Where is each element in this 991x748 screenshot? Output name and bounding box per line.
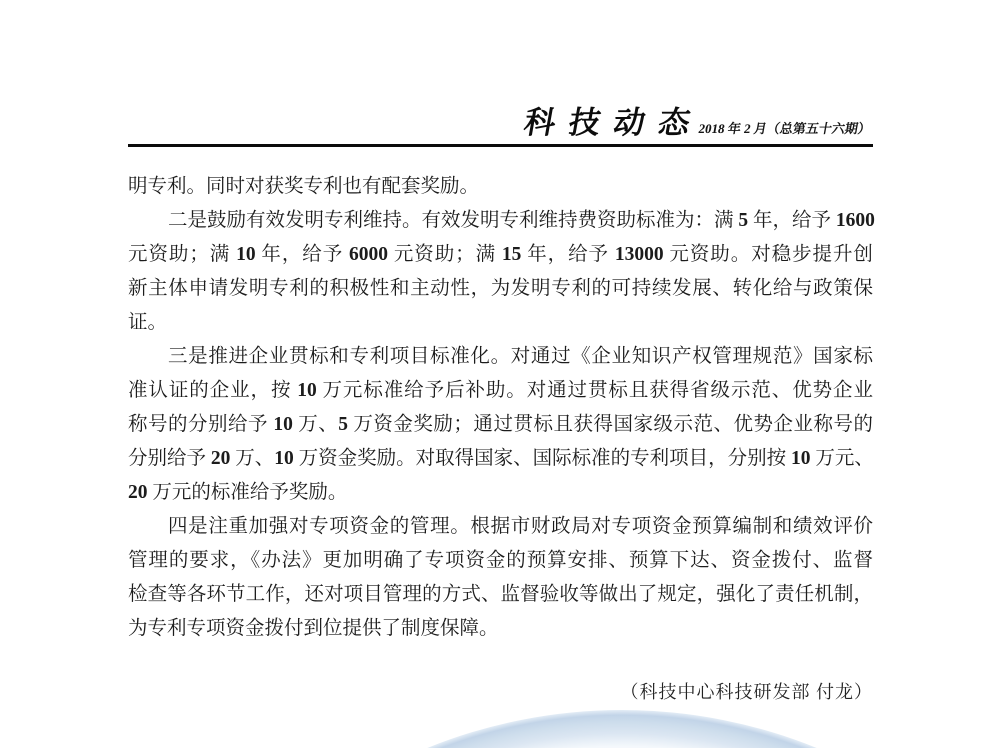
article-body [128, 170, 873, 646]
body-line: 四是注重加强对专项资金的管理。根据市财政局对专项资金预算编制和绩效评价 [168, 516, 873, 537]
header-divider-rule [128, 144, 873, 147]
body-line: 分别给予 20 万、10 万资金奖励。对取得国家、国际标准的专利项目，分别按 10 万元、 [128, 448, 874, 469]
body-line: 为专利专项资金拨付到位提供了制度保障。 [128, 618, 499, 639]
watermark-circle-graphic [104, 710, 991, 748]
signature-byline: （科技中心科技研发部 付龙） [620, 682, 873, 702]
body-line: 检查等各环节工作，还对项目管理的方式、监督验收等做出了规定，强化了责任机制， [128, 584, 873, 605]
masthead-inner [522, 97, 877, 142]
journal-title: 科 技 动 态 [521, 105, 697, 140]
body-line: 元资助；满 10 年，给予 6000 元资助；满 15 年，给予 13000 元资助。对稳步提升创 [128, 244, 873, 265]
body-line: 准认证的企业，按 10 万元标准给予后补助。对通过贯标且获得省级示范、优势企业 [128, 380, 873, 401]
body-line: 二是鼓励有效发明专利维持。有效发明专利维持费资助标准为：满 5 年，给予 1600 [168, 210, 875, 231]
issue-info: 2018 年 2 月（总第五十六期） [697, 121, 873, 136]
body-line: 20 万元的标准给予奖励。 [128, 482, 348, 503]
body-line: 称号的分别给予 10 万、5 万资金奖励；通过贯标且获得国家级示范、优势企业称号的 [128, 414, 873, 435]
body-line: 新主体申请发明专利的积极性和主动性，为发明专利的可持续发展、转化给与政策保 [128, 278, 873, 299]
masthead [521, 97, 873, 142]
body-line: 三是推进企业贯标和专利项目标准化。对通过《企业知识产权管理规范》国家标 [168, 346, 873, 367]
body-line: 证。 [128, 312, 168, 333]
body-line: 明专利。同时对获奖专利也有配套奖励。 [128, 176, 480, 197]
body-line: 管理的要求，《办法》更加明确了专项资金的预算安排、预算下达、资金拨付、监督 [128, 550, 873, 571]
